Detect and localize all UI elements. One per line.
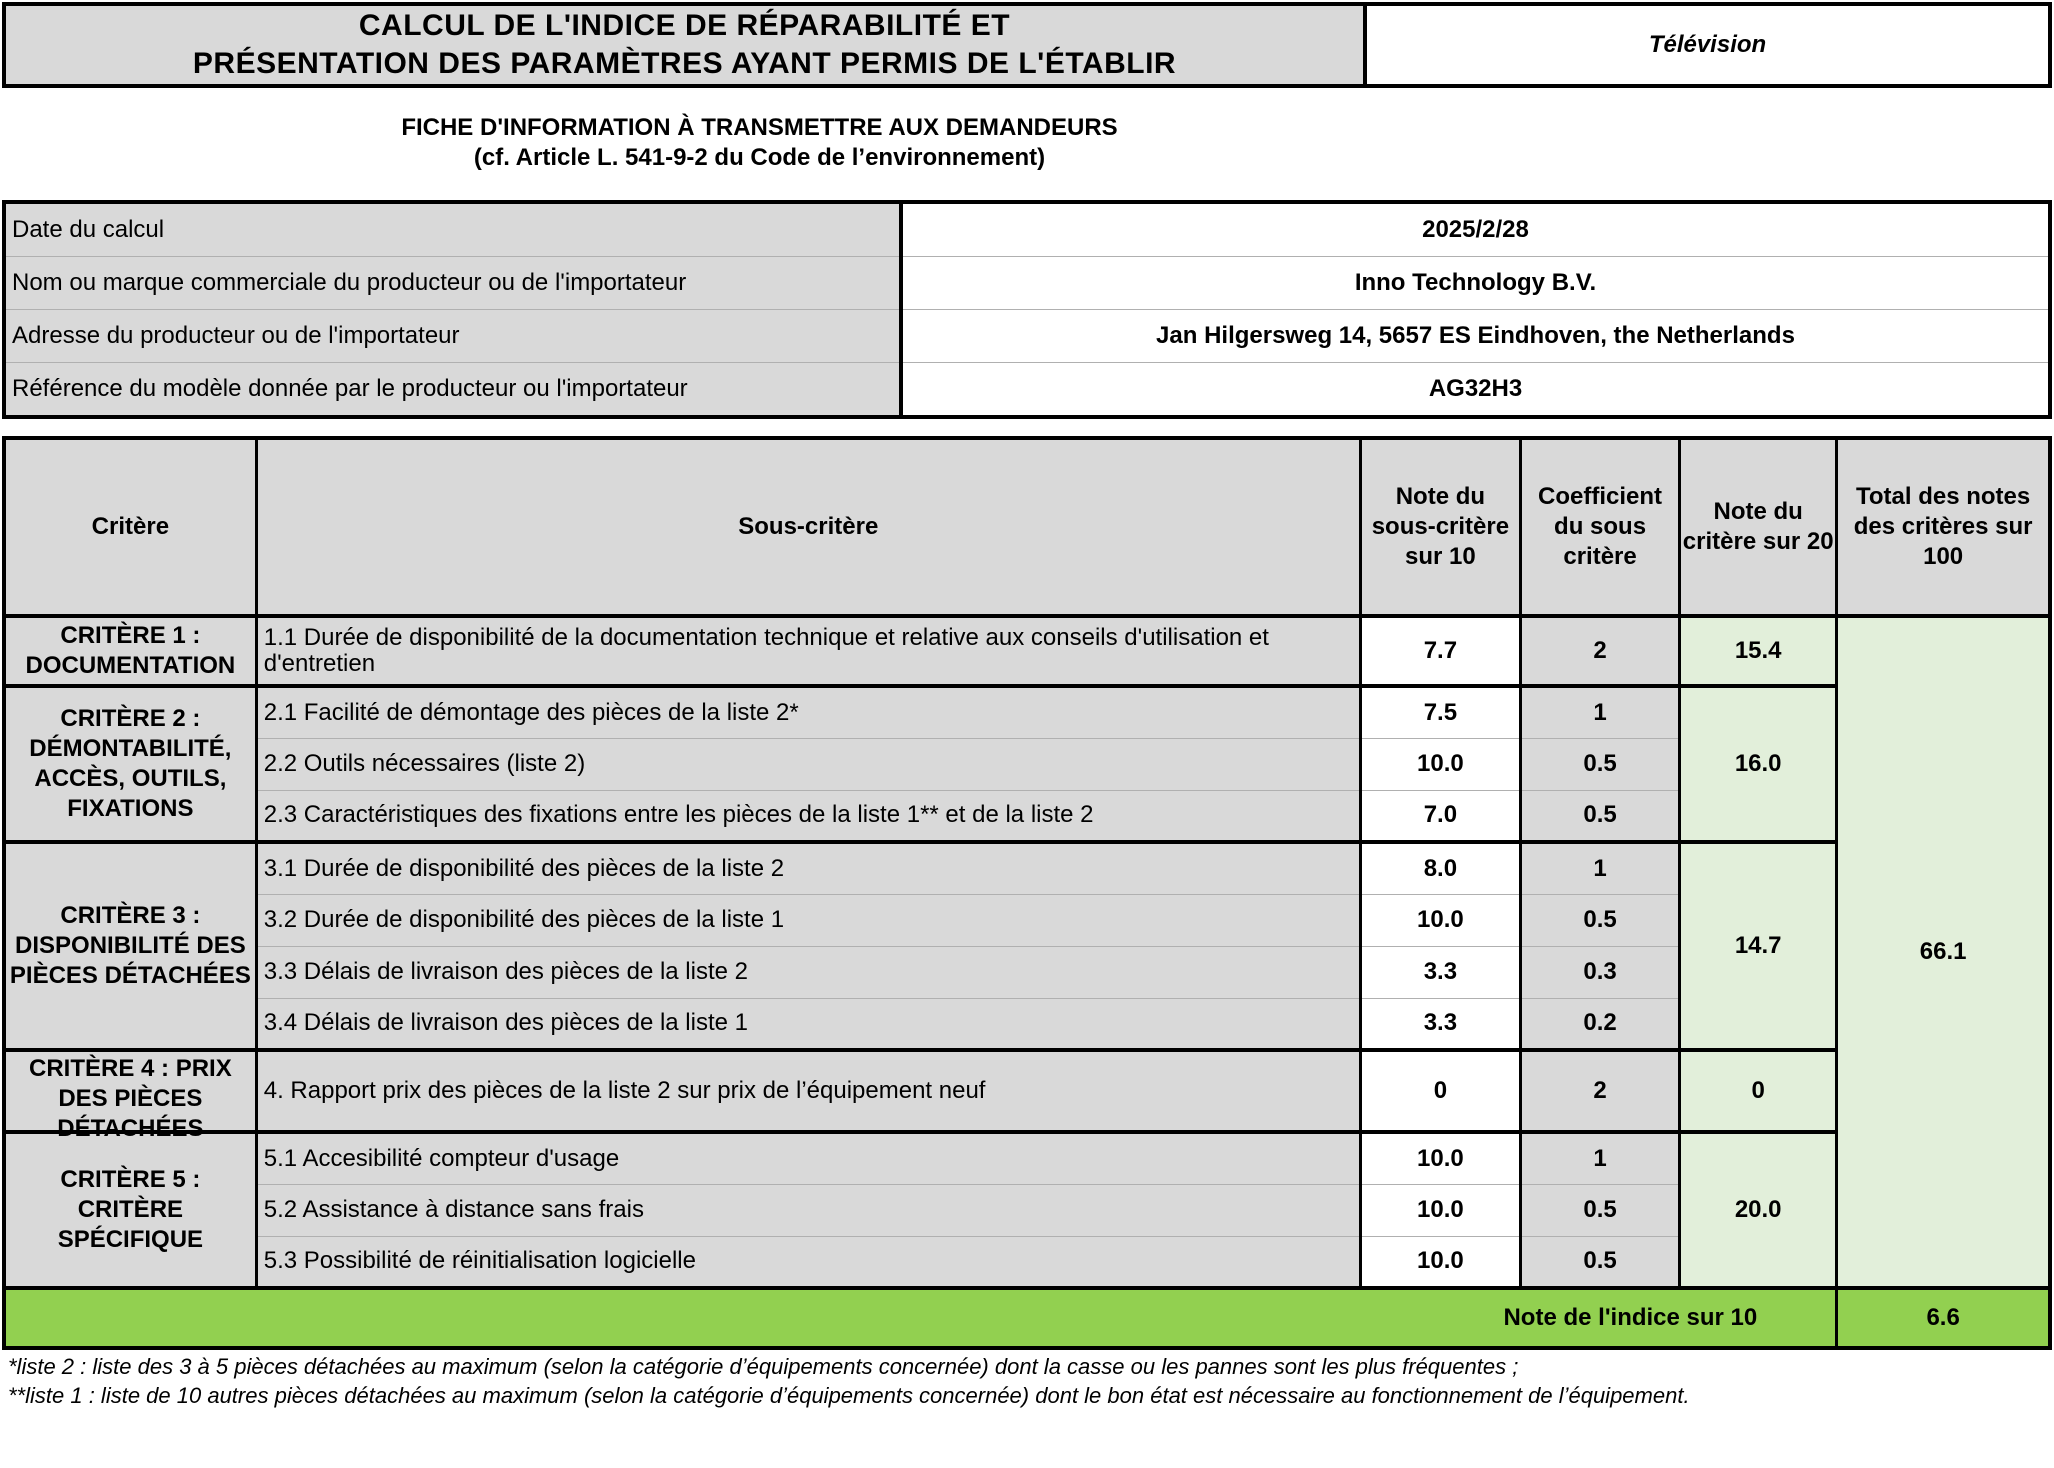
final-score-label: Note de l'indice sur 10 bbox=[4, 1288, 1837, 1348]
sub-criterion-note: 7.7 bbox=[1360, 616, 1520, 686]
footnote-liste-1: **liste 1 : liste de 10 autres pièces détachées au maximum (selon la catégorie d’équipements concernée) dont le bon état est nécessaire au fonctionnement de l’équipement. bbox=[8, 1383, 1690, 1408]
subtitle bbox=[2, 113, 1517, 173]
info-value: AG32H3 bbox=[901, 363, 2050, 418]
footnote-liste-2: *liste 2 : liste des 3 à 5 pièces détachées au maximum (selon la catégorie d’équipements concernée) dont la casse ou les pannes sont les plus fréquentes ; bbox=[8, 1354, 1519, 1379]
header-critere: Critère bbox=[4, 438, 256, 616]
subtitle-line-1: FICHE D'INFORMATION À TRANSMETTRE AUX DEMANDEURS bbox=[401, 114, 1118, 141]
header-sous-critere: Sous-critère bbox=[256, 438, 1360, 616]
info-label: Référence du modèle donnée par le producteur ou l'importateur bbox=[4, 363, 901, 418]
info-value: 2025/2/28 bbox=[901, 202, 2050, 257]
sub-criterion-note: 10.0 bbox=[1360, 1184, 1520, 1236]
criterion-score: 0 bbox=[1680, 1050, 1837, 1132]
info-label: Nom ou marque commerciale du producteur ou de l'importateur bbox=[4, 257, 901, 310]
sub-criterion-label: 4. Rapport prix des pièces de la liste 2 sur prix de l’équipement neuf bbox=[256, 1050, 1360, 1132]
criterion-score: 16.0 bbox=[1680, 686, 1837, 842]
sub-criterion-coef: 2 bbox=[1520, 616, 1679, 686]
sub-criterion-note: 10.0 bbox=[1360, 738, 1520, 790]
header-coefficient: Coefficient du sous critère bbox=[1520, 438, 1679, 616]
sub-criterion-coef: 0.2 bbox=[1520, 998, 1679, 1050]
sub-criterion-coef: 0.5 bbox=[1520, 1236, 1679, 1288]
sub-criterion-label: 5.2 Assistance à distance sans frais bbox=[256, 1184, 1360, 1236]
sub-criterion-coef: 2 bbox=[1520, 1050, 1679, 1132]
criterion-score: 15.4 bbox=[1680, 616, 1837, 686]
sub-criterion-coef: 0.5 bbox=[1520, 1184, 1679, 1236]
table-row bbox=[4, 1050, 2050, 1132]
sub-criterion-coef: 0.5 bbox=[1520, 790, 1679, 842]
sub-criterion-coef: 1 bbox=[1520, 1132, 1679, 1184]
sub-criterion-label: 5.1 Accesibilité compteur d'usage bbox=[256, 1132, 1360, 1184]
sub-criterion-label: 5.3 Possibilité de réinitialisation logicielle bbox=[256, 1236, 1360, 1288]
info-table bbox=[2, 200, 2052, 419]
sub-criterion-label: 1.1 Durée de disponibilité de la documentation technique et relative aux conseils d'utilisation et d'entretien bbox=[256, 616, 1360, 686]
sub-criterion-coef: 0.3 bbox=[1520, 946, 1679, 998]
sub-criterion-note: 0 bbox=[1360, 1050, 1520, 1132]
criterion-name: CRITÈRE 3 : DISPONIBILITÉ DES PIÈCES DÉTACHÉES bbox=[4, 842, 256, 1050]
sub-criterion-label: 2.1 Facilité de démontage des pièces de la liste 2* bbox=[256, 686, 1360, 738]
table-row bbox=[4, 686, 2050, 738]
table-row bbox=[4, 616, 2050, 686]
sub-criterion-note: 3.3 bbox=[1360, 946, 1520, 998]
sub-criterion-label: 3.4 Délais de livraison des pièces de la liste 1 bbox=[256, 998, 1360, 1050]
sub-criterion-note: 7.0 bbox=[1360, 790, 1520, 842]
info-row bbox=[4, 363, 2050, 418]
criterion-score: 20.0 bbox=[1680, 1132, 1837, 1288]
score-table bbox=[2, 436, 2052, 1350]
sub-criterion-label: 2.2 Outils nécessaires (liste 2) bbox=[256, 738, 1360, 790]
criterion-name: CRITÈRE 1 : DOCUMENTATION bbox=[4, 616, 256, 686]
sub-criterion-note: 10.0 bbox=[1360, 894, 1520, 946]
sub-criterion-label: 3.2 Durée de disponibilité des pièces de la liste 1 bbox=[256, 894, 1360, 946]
sub-criterion-label: 2.3 Caractéristiques des fixations entre les pièces de la liste 1** et de la liste 2 bbox=[256, 790, 1360, 842]
title-line-2: PRÉSENTATION DES PARAMÈTRES AYANT PERMIS DE L'ÉTABLIR bbox=[192, 47, 1177, 80]
header-note-sous-critere: Note du sous-critère sur 10 bbox=[1360, 438, 1520, 616]
header-total: Total des notes des critères sur 100 bbox=[1837, 438, 2050, 616]
title-block bbox=[2, 2, 2052, 88]
criterion-name: CRITÈRE 2 : DÉMONTABILITÉ, ACCÈS, OUTILS, FIXATIONS bbox=[4, 686, 256, 842]
sub-criterion-coef: 1 bbox=[1520, 686, 1679, 738]
sub-criterion-note: 3.3 bbox=[1360, 998, 1520, 1050]
subtitle-line-2: (cf. Article L. 541-9-2 du Code de l’environnement) bbox=[473, 144, 1046, 171]
product-category: Télévision bbox=[1365, 4, 2050, 86]
sub-criterion-label: 3.1 Durée de disponibilité des pièces de la liste 2 bbox=[256, 842, 1360, 894]
info-value: Inno Technology B.V. bbox=[901, 257, 2050, 310]
sub-criterion-note: 7.5 bbox=[1360, 686, 1520, 738]
info-row bbox=[4, 202, 2050, 257]
table-row bbox=[4, 1132, 2050, 1184]
table-row bbox=[4, 842, 2050, 894]
title-line-1: CALCUL DE L'INDICE DE RÉPARABILITÉ ET bbox=[358, 9, 1011, 42]
sub-criterion-note: 10.0 bbox=[1360, 1236, 1520, 1288]
header-row bbox=[4, 438, 2050, 616]
header-note-critere: Note du critère sur 20 bbox=[1680, 438, 1837, 616]
criterion-score: 14.7 bbox=[1680, 842, 1837, 1050]
info-row bbox=[4, 257, 2050, 310]
info-label: Adresse du producteur ou de l'importateur bbox=[4, 310, 901, 363]
sub-criterion-coef: 0.5 bbox=[1520, 894, 1679, 946]
sub-criterion-note: 10.0 bbox=[1360, 1132, 1520, 1184]
info-row bbox=[4, 310, 2050, 363]
sub-criterion-note: 8.0 bbox=[1360, 842, 1520, 894]
info-label: Date du calcul bbox=[4, 202, 901, 257]
final-score-value: 6.6 bbox=[1837, 1288, 2050, 1348]
info-value: Jan Hilgersweg 14, 5657 ES Eindhoven, the Netherlands bbox=[901, 310, 2050, 363]
final-score-row bbox=[4, 1288, 2050, 1348]
sub-criterion-label: 3.3 Délais de livraison des pièces de la liste 2 bbox=[256, 946, 1360, 998]
sub-criterion-coef: 0.5 bbox=[1520, 738, 1679, 790]
criterion-name-text: CRITÈRE 4 : PRIX DES PIÈCES DÉTACHÉES bbox=[29, 1055, 232, 1142]
criterion-name bbox=[4, 1050, 256, 1142]
total-score: 66.1 bbox=[1837, 616, 2050, 1288]
page-title bbox=[4, 4, 1365, 86]
sub-criterion-coef: 1 bbox=[1520, 842, 1679, 894]
criterion-name: CRITÈRE 5 : CRITÈRE SPÉCIFIQUE bbox=[4, 1132, 256, 1288]
